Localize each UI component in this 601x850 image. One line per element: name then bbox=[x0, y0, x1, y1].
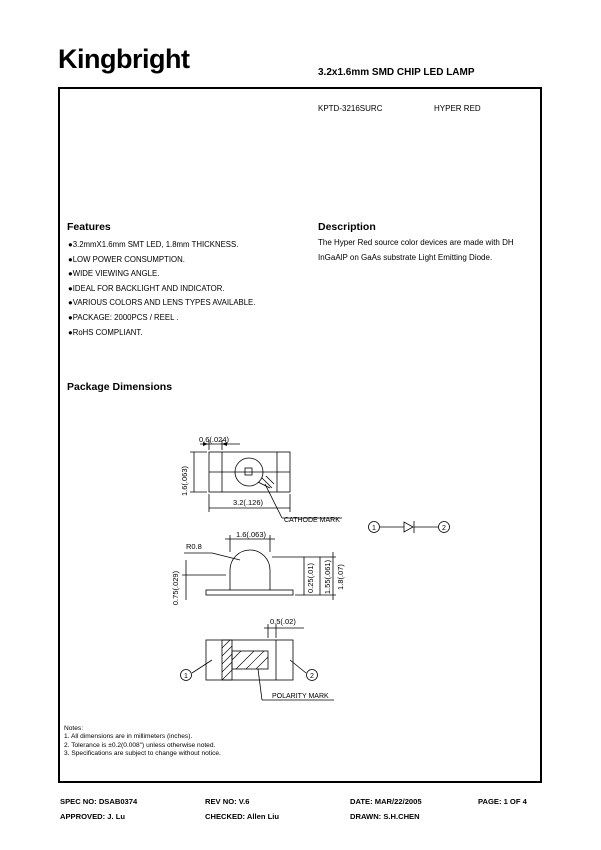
dim-top-width-small: 0.6(.024) bbox=[199, 435, 230, 444]
pin1-label: 1 bbox=[184, 673, 188, 680]
dome-profile bbox=[230, 550, 270, 590]
list-item: ●3.2mmX1.6mm SMT LED, 1.8mm THICKNESS. bbox=[68, 240, 239, 249]
note-item: 3. Specifications are subject to change without notice. bbox=[64, 750, 221, 758]
list-item: ●VARIOUS COLORS AND LENS TYPES AVAILABLE. bbox=[68, 298, 256, 308]
description-heading: Description bbox=[318, 221, 376, 233]
kingbright-logo: Kingbright bbox=[58, 44, 190, 74]
dim-top-height: 1.6(.063) bbox=[180, 465, 189, 497]
list-item: ●LOW POWER CONSUMPTION. bbox=[68, 254, 185, 264]
spec-no: SPEC NO: DSAB0374 bbox=[60, 797, 138, 806]
drawn-by: DRAWN: S.H.CHEN bbox=[350, 812, 420, 821]
anode-pin-label: 1 bbox=[372, 525, 376, 532]
package-dimensions-heading: Package Dimensions bbox=[67, 381, 173, 393]
dim-radius: R0.8 bbox=[186, 542, 202, 551]
dim-side-width: 1.6(.063) bbox=[236, 530, 267, 539]
dim-side-left: 0.75(.029) bbox=[171, 570, 180, 606]
notes-block bbox=[64, 725, 221, 759]
checked-by: CHECKED: Allen Liu bbox=[205, 812, 279, 821]
diode-triangle bbox=[404, 522, 413, 532]
list-item: ●IDEAL FOR BACKLIGHT AND INDICATOR. bbox=[68, 283, 225, 293]
part-number: KPTD-3216SURC bbox=[318, 104, 383, 113]
dim-bottom-pad: 0.5(.02) bbox=[270, 617, 296, 626]
description-text: The Hyper Red source color devices are made with DH InGaAlP on GaAs substrate Light Emitting Diode. bbox=[318, 238, 514, 262]
die-square bbox=[245, 468, 252, 475]
list-item: ●PACKAGE: 2000PCS / REEL . bbox=[68, 312, 179, 322]
dim-side-inner: 0.25(.01) bbox=[306, 562, 315, 594]
notes-heading: Notes: bbox=[64, 725, 84, 732]
cathode-pin-label: 2 bbox=[442, 525, 446, 532]
rev-no: REV NO: V.6 bbox=[205, 797, 250, 806]
part-color: HYPER RED bbox=[434, 104, 481, 113]
page-number: PAGE: 1 OF 4 bbox=[478, 797, 527, 806]
dim-top-length: 3.2(.126) bbox=[233, 498, 264, 507]
features-heading: Features bbox=[67, 221, 111, 233]
dim-side-h2: 1.8(.07) bbox=[336, 564, 345, 590]
pin2-label: 2 bbox=[310, 673, 314, 680]
list-item: ●WIDE VIEWING ANGLE. bbox=[68, 269, 160, 279]
substrate bbox=[206, 590, 293, 595]
bottom-view-body bbox=[206, 640, 293, 680]
document-title: 3.2x1.6mm SMD CHIP LED LAMP bbox=[318, 67, 475, 78]
polarity-mark-label: POLARITY MARK bbox=[272, 693, 329, 700]
list-item: ●RoHS COMPLIANT. bbox=[68, 327, 143, 337]
approved-by: APPROVED: J. Lu bbox=[60, 812, 125, 821]
note-item: 1. All dimensions are in millimeters (inches). bbox=[64, 733, 193, 741]
date: DATE: MAR/22/2005 bbox=[350, 797, 422, 806]
dim-side-h1: 1.55(.061) bbox=[323, 559, 332, 595]
cathode-mark-label: CATHODE MARK bbox=[284, 517, 340, 524]
note-item: 2. Tolerance is ±0.2(0.008") unless otherwise noted. bbox=[64, 741, 216, 749]
